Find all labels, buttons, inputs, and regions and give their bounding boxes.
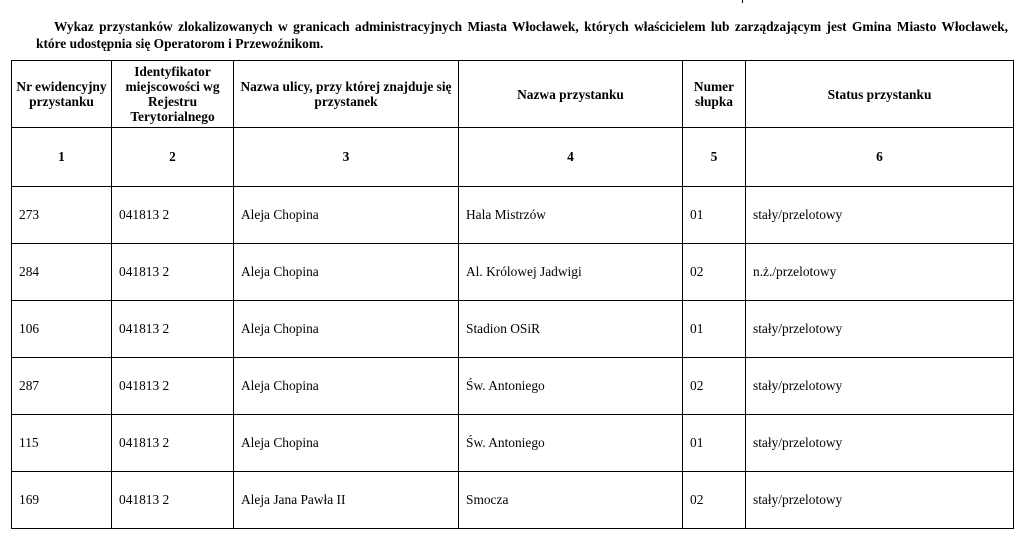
document-title: Wykaz przystanków zlokalizowanych w granicach administracyjnych Miasta Włocławek, których właścicielem lub zarządzającym jest Gmina Miasto Włocławek, które udostępnia się Operatorom i Przewoźnikom. — [36, 19, 1008, 51]
table-row — [12, 358, 1014, 415]
cell-stop-status: stały/przelotowy — [746, 472, 1014, 529]
cell-stop-name: Smocza — [459, 472, 683, 529]
header-row — [12, 61, 1014, 128]
column-number: 6 — [746, 128, 1014, 187]
table-row — [12, 187, 1014, 244]
cell-stop-name: Św. Antoniego — [459, 415, 683, 472]
table-row — [12, 415, 1014, 472]
page-corner-mark — [742, 0, 743, 3]
cell-stop-number: 115 — [12, 415, 112, 472]
cell-stop-status: stały/przelotowy — [746, 301, 1014, 358]
cell-post-number: 01 — [683, 187, 746, 244]
column-number: 3 — [234, 128, 459, 187]
cell-street-name: Aleja Chopina — [234, 187, 459, 244]
cell-locality-id: 041813 2 — [112, 244, 234, 301]
column-number-row — [12, 128, 1014, 187]
cell-stop-status: n.ż./przelotowy — [746, 244, 1014, 301]
header-stop-name: Nazwa przystanku — [459, 61, 683, 128]
cell-stop-number: 273 — [12, 187, 112, 244]
header-locality-id: Identyfikator miejscowości wg Rejestru Terytorialnego — [112, 61, 234, 128]
cell-stop-name: Al. Królowej Jadwigi — [459, 244, 683, 301]
cell-street-name: Aleja Jana Pawła II — [234, 472, 459, 529]
cell-street-name: Aleja Chopina — [234, 415, 459, 472]
column-number: 2 — [112, 128, 234, 187]
cell-post-number: 01 — [683, 301, 746, 358]
table-row — [12, 244, 1014, 301]
cell-stop-number: 169 — [12, 472, 112, 529]
header-stop-number: Nr ewidencyjny przystanku — [12, 61, 112, 128]
header-street-name: Nazwa ulicy, przy której znajduje się przystanek — [234, 61, 459, 128]
cell-post-number: 02 — [683, 472, 746, 529]
cell-stop-name: Stadion OSiR — [459, 301, 683, 358]
cell-locality-id: 041813 2 — [112, 301, 234, 358]
cell-post-number: 02 — [683, 358, 746, 415]
column-number: 5 — [683, 128, 746, 187]
bus-stops-table — [11, 60, 1014, 529]
cell-stop-status: stały/przelotowy — [746, 415, 1014, 472]
cell-post-number: 01 — [683, 415, 746, 472]
table-row — [12, 301, 1014, 358]
cell-locality-id: 041813 2 — [112, 415, 234, 472]
cell-stop-status: stały/przelotowy — [746, 358, 1014, 415]
cell-stop-name: Hala Mistrzów — [459, 187, 683, 244]
cell-locality-id: 041813 2 — [112, 187, 234, 244]
cell-stop-number: 284 — [12, 244, 112, 301]
cell-locality-id: 041813 2 — [112, 358, 234, 415]
header-post-number: Numer słupka — [683, 61, 746, 128]
header-stop-status: Status przystanku — [746, 61, 1014, 128]
cell-stop-number: 287 — [12, 358, 112, 415]
cell-stop-status: stały/przelotowy — [746, 187, 1014, 244]
cell-street-name: Aleja Chopina — [234, 358, 459, 415]
table-row — [12, 472, 1014, 529]
cell-post-number: 02 — [683, 244, 746, 301]
cell-street-name: Aleja Chopina — [234, 244, 459, 301]
cell-stop-name: Św. Antoniego — [459, 358, 683, 415]
column-number: 1 — [12, 128, 112, 187]
cell-street-name: Aleja Chopina — [234, 301, 459, 358]
column-number: 4 — [459, 128, 683, 187]
cell-stop-number: 106 — [12, 301, 112, 358]
cell-locality-id: 041813 2 — [112, 472, 234, 529]
